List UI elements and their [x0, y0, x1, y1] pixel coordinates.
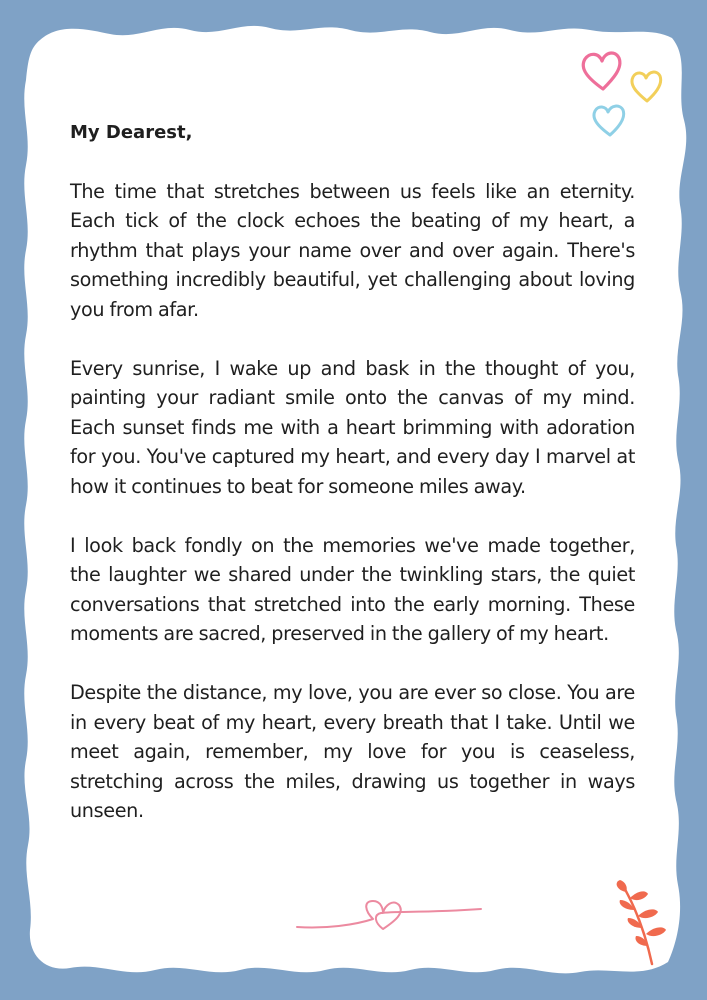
letter-body	[70, 118, 635, 855]
letter-greeting: My Dearest,	[70, 122, 193, 143]
letter-paragraph-1: The time that stretches between us feels like an eternity. Each tick of the clock echoes the beating of my heart, a rhythm that plays your name over and over again. There's something incredibly beautiful, yet challenging about loving you from afar.	[70, 179, 635, 321]
letter-paragraph-2: Every sunrise, I wake up and bask in the thought of you, painting your radiant smile onto the canvas of my mind. Each sunset finds me with a heart brimming with adoration for you. You've captured my heart, and every day I marvel at how it continues to beat for someone miles away.	[70, 356, 635, 498]
swirl-heart-icon	[297, 901, 481, 929]
letter-paragraph-4: Despite the distance, my love, you are ever so close. You are in every beat of my heart, every breath that I take. Until we meet again, remember, my love for you is ceaseless, stretching across the miles, drawing us together in ways unseen.	[70, 681, 635, 822]
leaf-branch	[612, 878, 672, 968]
letter-paragraph-3: I look back fondly on the memories we've made together, the laughter we shared under the twinkling stars, the quiet conversations that stretched into the early morning. These moments are sacred, preserved in the gallery of my heart.	[70, 533, 635, 645]
leaf-branch-icon	[617, 880, 666, 964]
heart-swirl-line	[295, 895, 485, 945]
pink-heart-icon	[583, 53, 620, 89]
yellow-heart-icon	[632, 72, 661, 101]
